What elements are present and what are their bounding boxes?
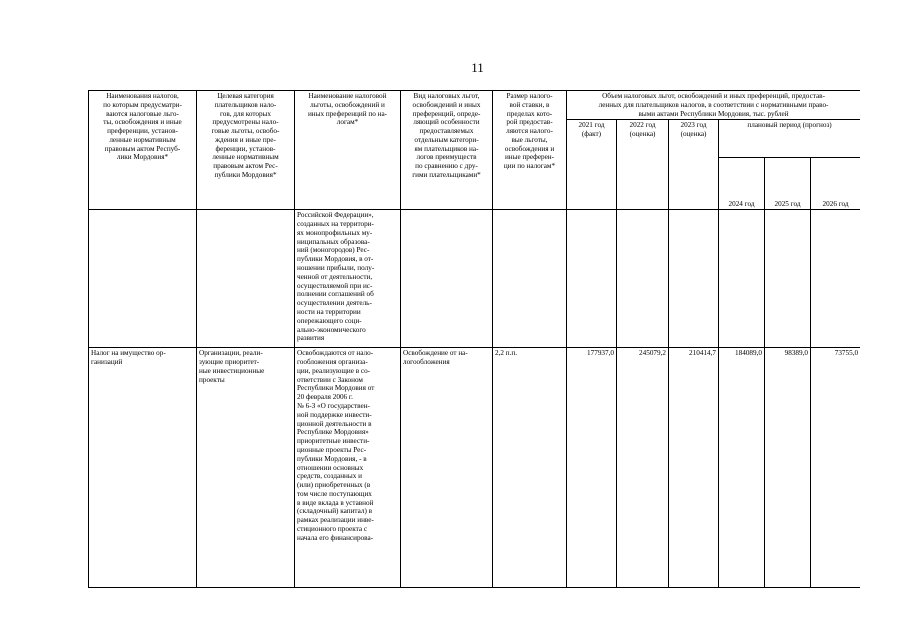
header-year-2024: 2024 год [719, 158, 765, 210]
page-number: 11 [471, 60, 484, 75]
cell-tax-rate: 2,2 п.п. [493, 348, 567, 588]
cell-value-2021: 177937,0 [567, 348, 617, 588]
cell-target-category: Организации, реали- зующие приоритет- ные инвестиционные проекты [197, 348, 295, 588]
cell-benefit-name: Освобождаются от нало- гообложения организа- ции, реализующие в со- ответствии с Законом Республики Мордовия от 20 февраля 2006 г. № 6-З «О государствен- ной поддержке инвести- ционной деятельности в Республике Мордовия» приоритетные инвести- ционные проекты Рес- публики Мордовия, - в отношении основных средств, созданных и (или) приобретенных (в том числе поступающих в виде вклада в уставной (складочный) капитал) в рамках реализации инве- стиционного проекта с начала его финансирова- [295, 348, 401, 588]
table-row [89, 348, 861, 588]
cell-value-2022 [617, 210, 669, 348]
header-year-2025: 2025 год [765, 158, 811, 210]
cell-value-2025: 98389,0 [765, 348, 811, 588]
cell-tax-name: Налог на имущество ор- ганизаций [89, 348, 197, 588]
header-benefit-type: Вид налоговых льгот, освобождений и иных преференций, опреде- ляющий особенности предоставляемых отдельным категори- ям плательщиков на- логов преимуществ по сравнению с дру- гими плательщиками* [401, 91, 493, 210]
header-tax-name: Наименования налогов, по которым предусматри- ваются налоговые льго- ты, освобождения и иные преференции, установ- ленные нормативным правовым актом Респуб- лики Мордовия* [89, 91, 197, 210]
tax-benefits-table-frame [88, 90, 860, 640]
cell-value-2023 [669, 210, 719, 348]
cell-value-2025 [765, 210, 811, 348]
header-year-2021: 2021 год (факт) [567, 120, 617, 210]
tax-benefits-table [88, 90, 860, 588]
cell-value-2023: 210414,7 [669, 348, 719, 588]
table-row [89, 210, 861, 348]
header-year-2022: 2022 год (оценка) [617, 120, 669, 210]
header-tax-rate: Размер налого- вой ставки, в пределах кото- рой предостав- ляются налого- вые льготы, освобождения и иные преферен- ции по налогам* [493, 91, 567, 210]
cell-value-2026 [811, 210, 861, 348]
cell-benefit-type [401, 210, 493, 348]
cell-value-2024: 184089,0 [719, 348, 765, 588]
header-planned-period: плановый период (прогноз) [719, 120, 861, 158]
cell-value-2024 [719, 210, 765, 348]
cell-value-2022: 245079,2 [617, 348, 669, 588]
header-target-category: Целевая категория плательщиков нало- гов, для которых предусмотрены нало- говые льготы, освобо- ждения и иные пре- ференции, установ- ленные нормативным правовым актом Рес- публики Мордовия* [197, 91, 295, 210]
header-benefit-name: Наименование налоговой льготы, освобождений и иных преференций по на- логам* [295, 91, 401, 210]
cell-target-category [197, 210, 295, 348]
cell-value-2026: 73755,0 [811, 348, 861, 588]
cell-benefit-name: Российской Федерации», созданных на территори- ях монопрофильных му- ниципальных образова- ний (моногородов) Рес- публики Мордовия, в от- ношении прибыли, полу- ченной от деятельности, осуществляемой при ис- полнении соглашений об осуществлении деятель- ности на территории опережающего соци- ально-экономического развития [295, 210, 401, 348]
header-volume: Объем налоговых льгот, освобождений и иных преференций, предостав- ленных для плательщиков налогов, в соответствии с нормативными право- выми актами Республики Мордовия, тыс. рублей [567, 91, 861, 120]
cell-tax-name [89, 210, 197, 348]
cell-value-2021 [567, 210, 617, 348]
cell-tax-rate [493, 210, 567, 348]
header-year-2023: 2023 год (оценка) [669, 120, 719, 210]
cell-benefit-type: Освобождение от на- логообложения [401, 348, 493, 588]
header-year-2026: 2026 год [811, 158, 861, 210]
